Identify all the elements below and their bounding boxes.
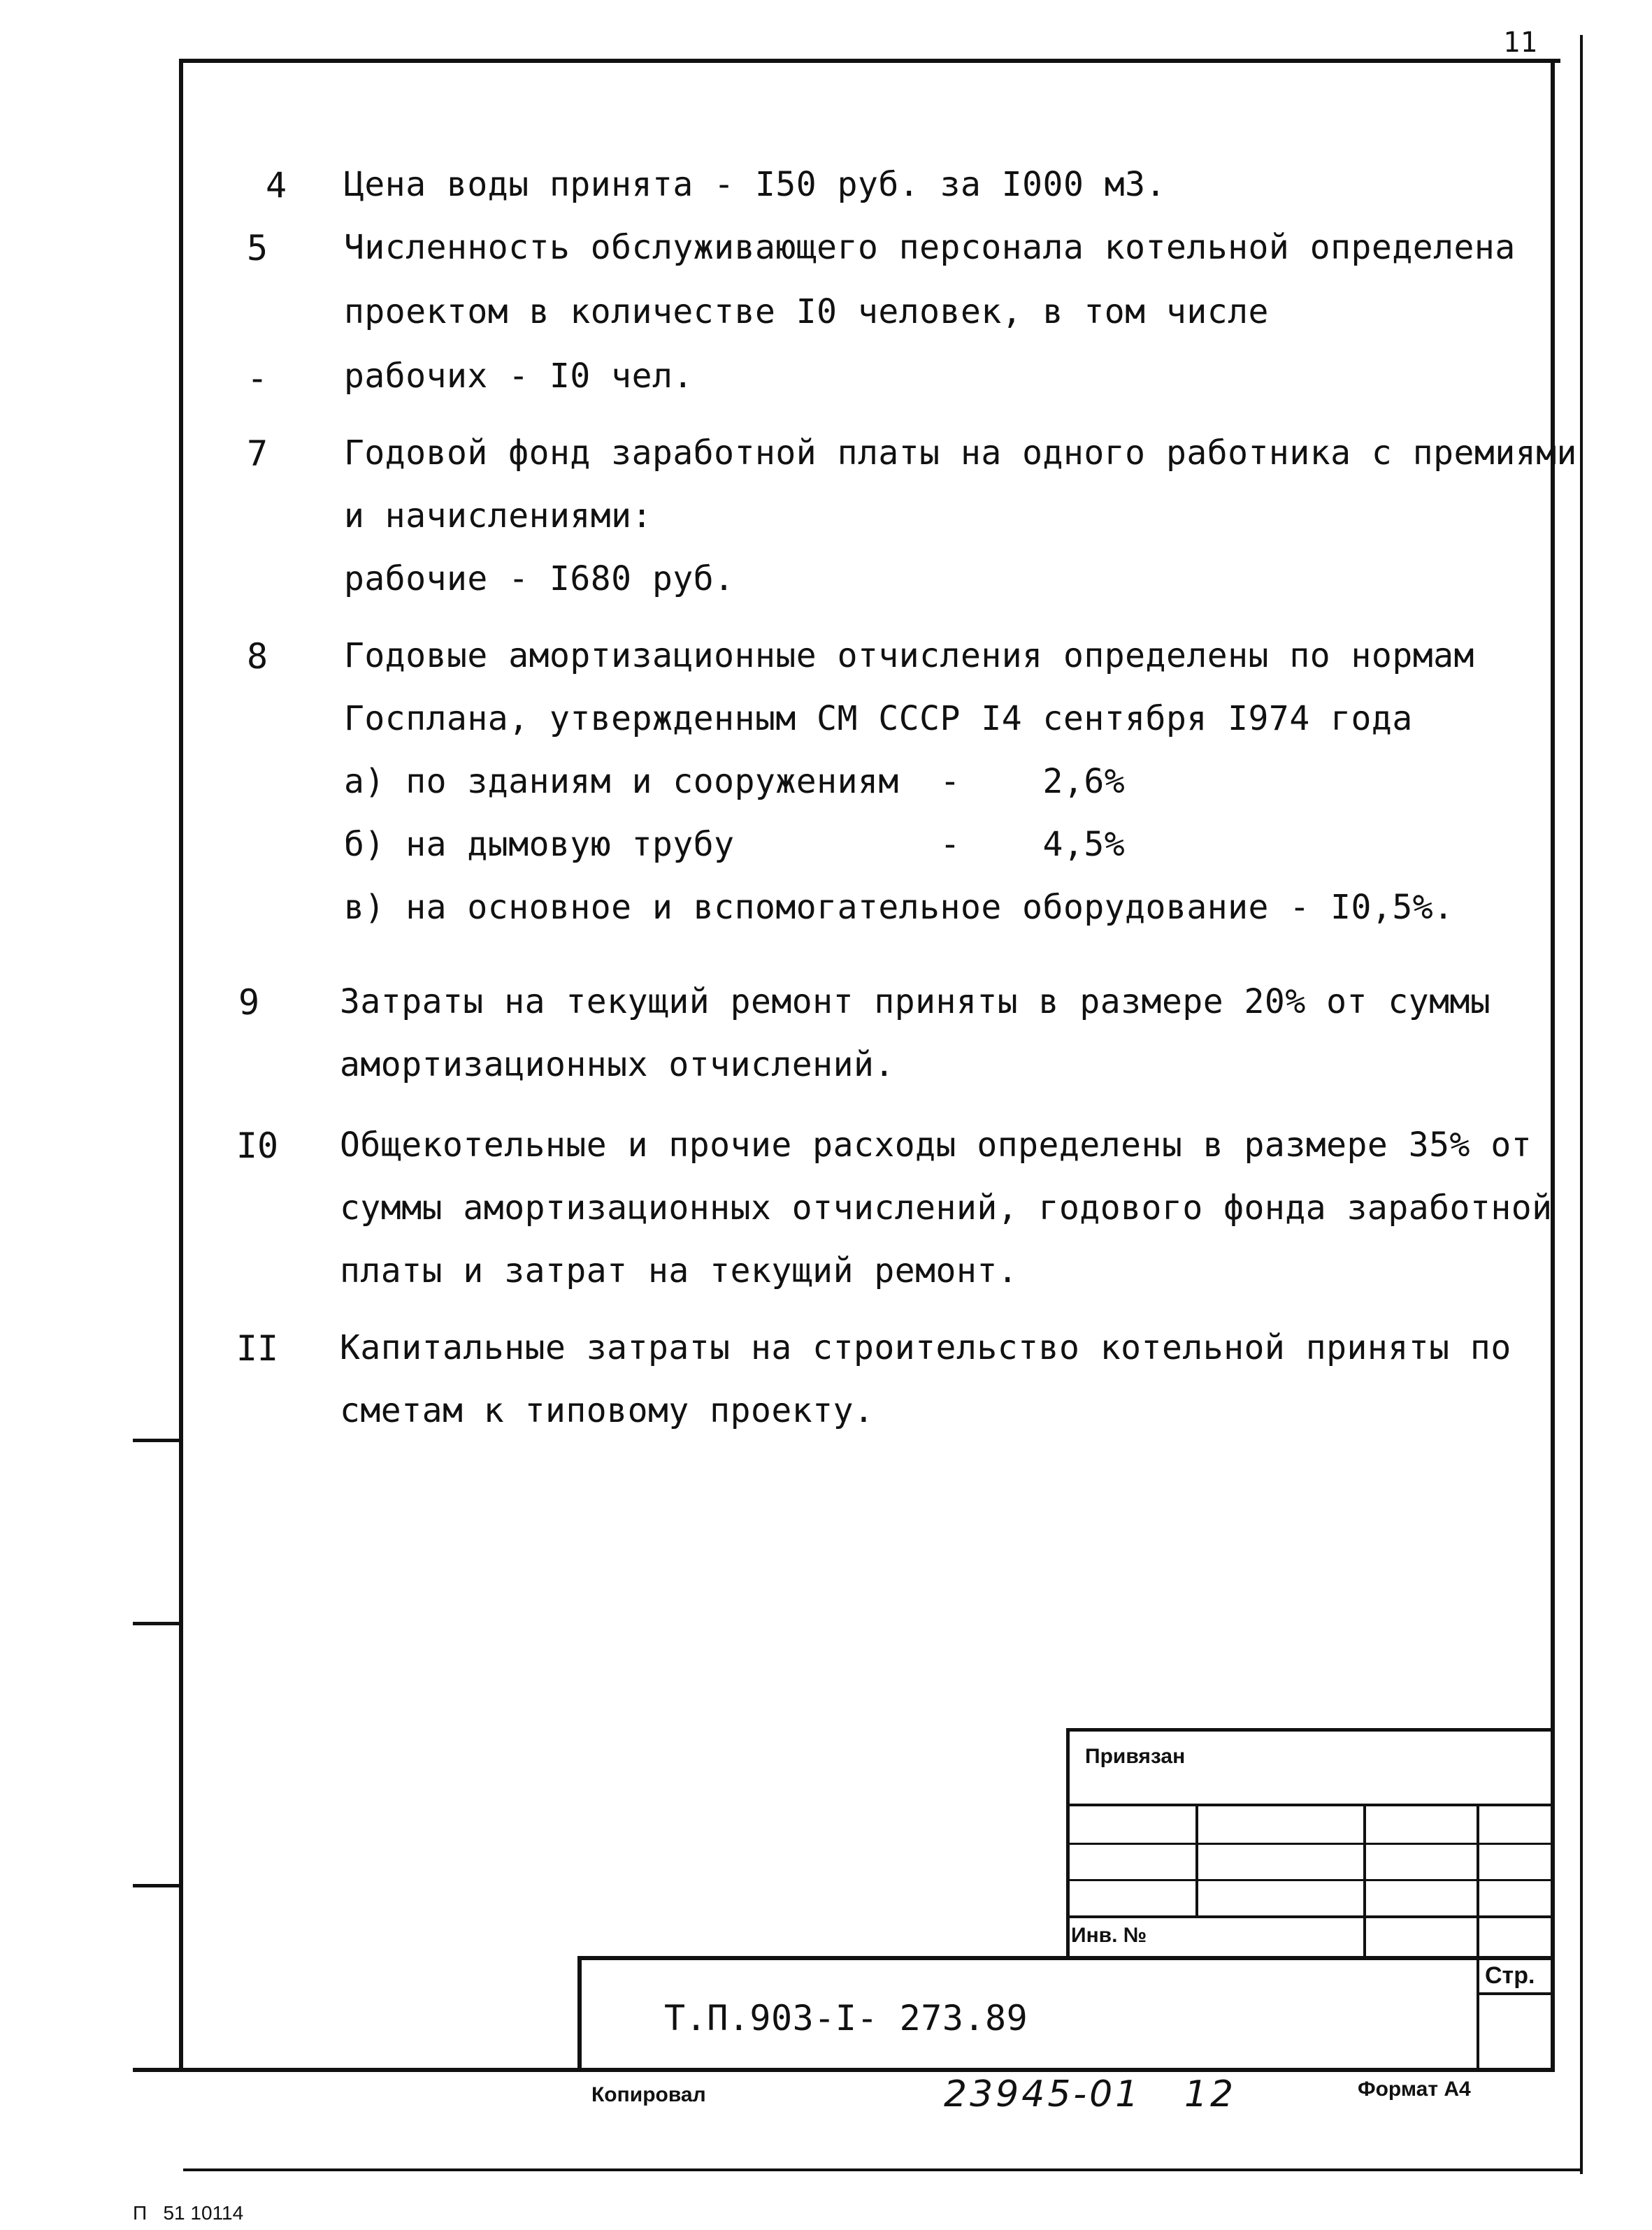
- stamp-line: [1477, 1992, 1552, 1995]
- frame-outer-right-border: [1580, 35, 1583, 2174]
- item-line: Численность обслуживающего персонала котельной определена: [344, 228, 1516, 267]
- item-line: б) на дымовую трубу - 4,5%: [344, 825, 1126, 864]
- item-line: рабочие - I680 руб.: [344, 559, 735, 598]
- stamp-privyazan-label: Привязан: [1085, 1745, 1186, 1768]
- footer-handwritten-number: 23945-01 12: [944, 2073, 1237, 2115]
- item-number: II: [236, 1328, 279, 1369]
- item-line: а) по зданиям и сооружениям - 2,6%: [344, 762, 1126, 801]
- stamp-line: [1066, 1879, 1553, 1881]
- stamp-line: [1066, 1804, 1553, 1806]
- stamp-page-label: Стр.: [1485, 1962, 1535, 1989]
- item-line: амортизационных отчислений.: [340, 1045, 895, 1084]
- item-line: рабочих - I0 чел.: [344, 357, 694, 396]
- stamp-line: [577, 1956, 1553, 1960]
- stamp-line: [1477, 1804, 1479, 2068]
- footer-kopiroval-label: Копировал: [591, 2083, 706, 2106]
- footer-bottom-code: П 51 10114: [133, 2202, 244, 2224]
- stamp-line: [1066, 1843, 1553, 1845]
- item-line: суммы амортизационных отчислений, годового фонда заработной: [340, 1188, 1553, 1228]
- item-marker: -: [246, 358, 268, 398]
- page-number: 11: [1503, 27, 1538, 59]
- stamp-line: [1066, 1728, 1553, 1732]
- stamp-line: [1066, 1915, 1553, 1918]
- item-line: Годовые амортизационные отчисления определены по нормам: [344, 636, 1474, 675]
- margin-tick: [133, 1884, 180, 1887]
- margin-tick: [133, 1622, 180, 1625]
- frame-top-border: [179, 59, 1560, 63]
- item-number: 9: [238, 982, 260, 1023]
- frame-left-border: [179, 59, 183, 2072]
- item-line: Общекотельные и прочие расходы определены в размере 35% от: [340, 1125, 1532, 1165]
- frame-right-border: [1551, 59, 1555, 2072]
- document-code: Т.П.903-I- 273.89: [664, 1998, 1028, 2038]
- item-number: 5: [246, 228, 268, 268]
- item-line: Цена воды принята - I50 руб. за I000 м3.: [344, 165, 1166, 204]
- item-line: Капитальные затраты на строительство котельной приняты по: [340, 1328, 1511, 1367]
- stamp-line: [577, 1956, 582, 2069]
- item-number: I0: [236, 1125, 279, 1166]
- stamp-line: [1363, 1804, 1366, 1956]
- frame-outer-bottom-border: [183, 2168, 1583, 2171]
- item-line: в) на основное и вспомогательное оборудование - I0,5%.: [344, 888, 1454, 927]
- item-line: сметам к типовому проекту.: [340, 1391, 875, 1430]
- stamp-line: [1195, 1804, 1198, 1917]
- item-line: Годовой фонд заработной платы на одного работника с премиями: [344, 433, 1577, 473]
- item-line: проектом в количестве I0 человек, в том числе: [344, 292, 1269, 331]
- item-number: 4: [265, 165, 287, 206]
- item-line: Затраты на текущий ремонт приняты в размере 20% от суммы: [340, 982, 1491, 1021]
- item-line: платы и затрат на текущий ремонт.: [340, 1251, 1019, 1290]
- item-number: 7: [246, 433, 268, 474]
- item-line: и начислениями:: [344, 496, 652, 535]
- footer-format-label: Формат А4: [1358, 2078, 1471, 2101]
- frame-bottom-border: [133, 2068, 1555, 2072]
- stamp-inv-label: Инв. №: [1071, 1924, 1147, 1947]
- item-line: Госплана, утвержденным СМ СССР I4 сентября I974 года: [344, 699, 1413, 738]
- margin-tick: [133, 1439, 180, 1442]
- item-number: 8: [246, 636, 268, 677]
